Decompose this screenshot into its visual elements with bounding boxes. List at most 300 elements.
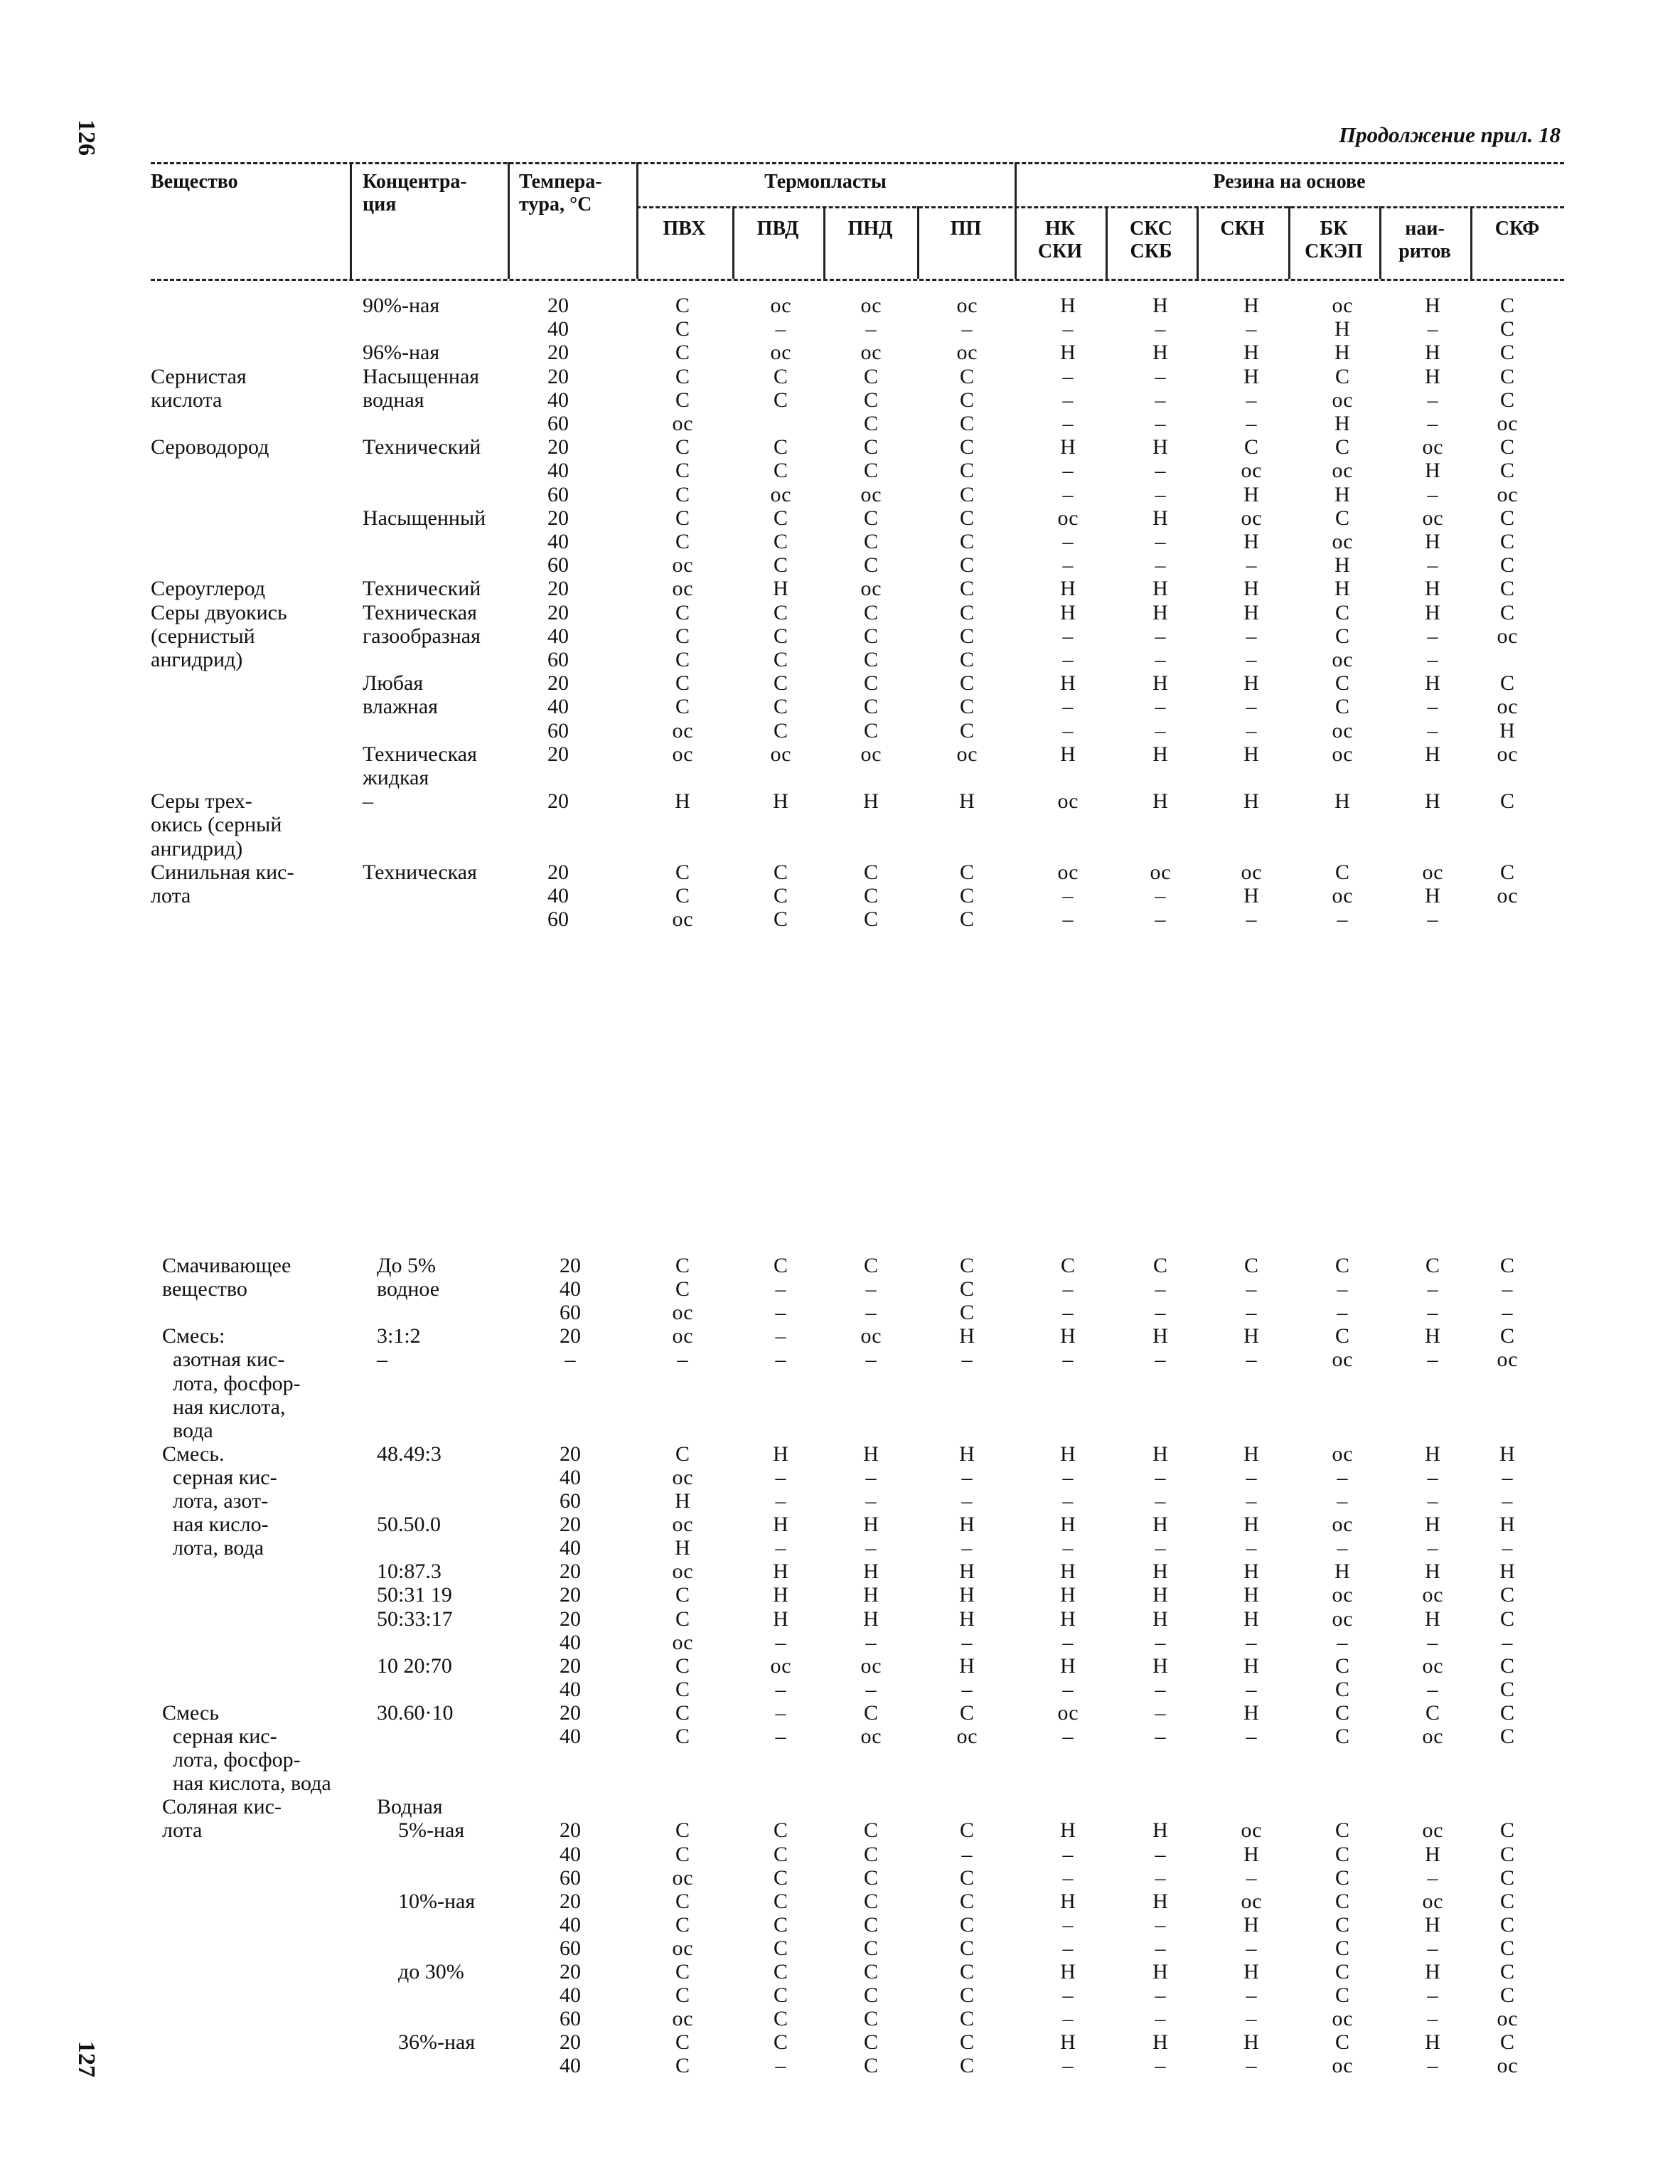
cell-temperature: 20 [547,341,569,365]
cell-temperature: 60 [547,907,569,932]
cell-value: – [1062,695,1074,719]
cell-value: – [1246,553,1257,577]
cell-value: – [1155,1630,1166,1654]
cell-temperature: 40 [560,1912,581,1937]
cell-value: – [1155,1465,1166,1489]
cell-value: С [1499,1936,1514,1960]
cell-value: – [1155,1842,1166,1866]
cell-value: С [863,671,878,696]
cell-value: Н [1425,742,1440,766]
cell-concentration: Техническая [363,860,477,884]
cell-value: Н [1060,671,1076,696]
cell-value: – [1246,1983,1257,2008]
cell-value: С [675,1254,690,1277]
cell-value: – [1062,1630,1074,1654]
cell-value: – [1427,1489,1438,1513]
cell-value: С [863,2030,878,2055]
cell-substance: лота, азот- [162,1489,269,1513]
cell-value: – [1062,1489,1074,1513]
cell-value: С [1499,1324,1514,1348]
cell-value: ос [1332,718,1353,742]
cell-value: Н [1425,1607,1440,1631]
cell-concentration: Технический [363,577,481,601]
cell-value: С [1499,1889,1514,1913]
cell-value: ос [672,412,693,435]
cell-value: Н [1060,577,1076,601]
cell-concentration: Техническая [363,742,477,766]
cell-value: – [1246,648,1257,671]
cell-substance: лота, фосфор- [162,1371,301,1395]
cell-value: ос [1332,2054,1353,2078]
cell-value: Н [1425,1324,1440,1348]
cell-value: С [1499,553,1514,577]
cell-value: С [1499,1842,1514,1866]
cell-value: С [1499,1865,1514,1890]
cell-value: С [1499,1912,1514,1937]
cell-value: С [959,600,974,624]
cell-value: С [1499,789,1514,814]
cell-value: – [1427,412,1438,435]
cell-value: – [775,1348,786,1372]
col-divider [508,162,510,279]
cell-value: С [773,1912,788,1937]
cell-value: ос [1422,1818,1443,1843]
cell-value: ос [1497,412,1518,435]
cell-value: Н [1334,577,1350,601]
cell-substance: кислота [151,388,223,412]
cell-concentration: 10%-ная [377,1889,476,1913]
cell-value: С [959,1254,974,1277]
cell-value: Н [1243,1583,1259,1607]
cell-value: ос [860,1324,882,1348]
cell-value: С [675,364,690,388]
cell-value: ос [672,1301,693,1325]
cell-concentration: 10 20:70 [377,1653,452,1678]
cell-value: – [1155,1725,1166,1748]
cell-value: С [773,435,788,459]
col-divider [350,162,352,279]
cell-value: ос [1241,506,1262,530]
cell-value: ос [672,1865,693,1890]
cell-substance: лота, вода [162,1536,264,1560]
cell-value: С [959,530,974,553]
cell-value: – [1246,412,1257,435]
cell-substance: вещество [162,1277,247,1301]
cell-value: С [675,1653,690,1678]
cell-temperature: 20 [560,1442,581,1466]
cell-value: – [1427,624,1438,648]
cell-value: С [1334,1700,1349,1725]
cell-value: С [863,2007,878,2031]
cell-value: С [959,718,974,742]
header-rule-bottom [151,279,1564,281]
cell-value: – [1155,364,1166,388]
cell-value: Н [1060,341,1076,365]
cell-concentration: 5%-ная [377,1818,465,1843]
cell-value: ос [1332,1583,1353,1607]
cell-value: С [863,1936,878,1960]
cell-value: Н [1152,577,1168,601]
cell-value: Н [675,1536,690,1560]
cell-temperature: 20 [547,742,569,766]
cell-value: С [863,600,878,624]
cell-value: – [1155,1536,1166,1560]
cell-value: С [959,2054,974,2078]
cell-value: С [959,506,974,530]
cell-concentration: 90%-ная [363,294,440,317]
cell-value: ос [672,718,693,742]
cell-value: С [863,1983,878,2008]
cell-value: – [1062,2054,1074,2078]
cell-value: С [1425,1700,1440,1725]
cell-value: С [1499,530,1514,553]
cell-value: Н [1425,1513,1440,1537]
cell-value: – [1155,1348,1166,1372]
cell-value: С [1499,2030,1514,2055]
cell-value: Н [1152,341,1168,365]
cell-value: Н [1334,482,1350,506]
cell-value: С [1334,435,1349,459]
cell-value: Н [1060,1583,1076,1607]
cell-value: Н [1243,2030,1259,2055]
cell-value: С [959,1301,974,1325]
cell-value: Н [1425,1560,1440,1584]
cell-value: С [675,317,690,341]
cell-value: – [1155,624,1166,648]
header-col-sks-skb: СКС СКБ [1129,218,1173,262]
cell-value: С [773,648,788,671]
cell-value: С [1499,1725,1514,1748]
cell-value: – [1246,1277,1257,1301]
cell-value: С [773,1865,788,1890]
cell-value: С [675,459,690,483]
cell-value: – [1246,1630,1257,1654]
cell-value: ос [770,294,791,317]
cell-value: ос [1241,860,1262,884]
header-concentration: Концентра- ция [363,171,467,215]
cell-value: С [959,2030,974,2055]
cell-value: – [1062,388,1074,412]
cell-value: ос [1422,506,1443,530]
cell-value: С [1499,600,1514,624]
cell-value: Н [1060,1818,1076,1843]
cell-value: С [959,412,974,435]
cell-value: С [675,600,690,624]
cell-value: Н [959,1607,975,1631]
cell-value: ос [1422,1583,1443,1607]
cell-value: Н [959,1583,975,1607]
cell-temperature: 20 [547,789,569,814]
cell-value: Н [773,1583,788,1607]
cell-value: Н [1425,364,1440,388]
cell-value: – [1246,695,1257,719]
cell-value: – [1062,412,1074,435]
cell-value: С [675,1842,690,1866]
cell-value: С [1499,1818,1514,1843]
cell-value: ос [1332,1442,1353,1466]
cell-value: С [1499,1983,1514,2008]
cell-value: – [1062,1912,1074,1937]
cell-value: Н [1499,1442,1515,1466]
cell-value: С [675,695,690,719]
cell-value: ос [1332,1348,1353,1372]
cell-value: Н [1152,742,1168,766]
cell-concentration: Водная [377,1795,443,1819]
cell-value: Н [1060,2030,1076,2055]
cell-value: Н [1425,294,1440,317]
header-col-pp: ПП [950,218,982,240]
cell-value: ос [672,1630,693,1654]
cell-value: С [863,907,878,932]
cell-value: ос [1241,459,1262,483]
cell-temperature: 40 [547,884,569,907]
cell-value: – [1246,1677,1257,1701]
cell-value: – [1062,1842,1074,1866]
cell-value: – [1155,2007,1166,2031]
cell-value: С [959,671,974,696]
cell-value: Н [1152,789,1168,814]
cell-value: Н [1425,459,1440,483]
cell-value: – [1337,1277,1348,1301]
cell-value: С [675,294,690,317]
cell-value: ос [1332,742,1353,766]
cell-value: – [1062,624,1074,648]
cell-value: – [1155,412,1166,435]
cell-temperature: 20 [560,1960,581,1983]
cell-value: – [1427,1936,1438,1960]
cell-substance: серная кис- [162,1465,277,1489]
cell-value: – [1246,1348,1257,1372]
cell-value: – [1155,1489,1166,1513]
cell-value: Н [1060,1324,1076,1348]
header-col-bk-skep: БК СКЭП [1305,218,1363,262]
cell-value: С [1499,1700,1514,1725]
cell-value: – [1246,624,1257,648]
cell-temperature: 40 [560,1536,581,1560]
cell-substance: лота [162,1818,203,1843]
cell-value: ос [1422,1725,1443,1748]
cell-value: – [1427,648,1438,671]
cell-value: С [675,1607,690,1631]
cell-value: – [1502,1301,1513,1325]
cell-value: Н [1243,364,1259,388]
cell-value: С [1334,1865,1349,1890]
cell-value: – [961,317,973,341]
cell-value: – [1062,1936,1074,1960]
cell-value: Н [773,1607,788,1631]
cell-value: Н [1060,1889,1076,1913]
cell-substance: Смесь [162,1700,220,1725]
cell-value: Н [1425,530,1440,553]
cell-value: ос [770,1653,791,1678]
cell-value: С [1334,2030,1349,2055]
cell-temperature: 20 [560,1700,581,1725]
cell-value: – [677,1348,688,1372]
cell-value: – [1062,1277,1074,1301]
cell-value: ос [860,742,882,766]
cell-value: Н [1152,506,1168,530]
cell-value: С [863,624,878,648]
cell-value: ос [672,2007,693,2031]
cell-concentration: 50:31 19 [377,1583,452,1607]
cell-value: С [863,695,878,719]
cell-value: Н [1243,1912,1259,1937]
cell-substance: Смесь: [162,1324,225,1348]
cell-value: – [1502,1489,1513,1513]
cell-value: – [1427,1865,1438,1890]
cell-value: С [863,2054,878,2078]
cell-concentration: 30.60·10 [377,1700,454,1725]
cell-temperature: 40 [547,695,569,719]
cell-value: Н [1425,2030,1440,2055]
cell-value: – [1155,317,1166,341]
cell-value: ос [1422,435,1443,459]
cell-value: – [1427,1536,1438,1560]
cell-temperature: 20 [560,1324,581,1348]
cell-value: – [1155,695,1166,719]
cell-value: ос [1497,2054,1518,2078]
cell-value: – [961,1677,973,1701]
cell-temperature: 20 [560,1818,581,1843]
cell-value: – [1155,1277,1166,1301]
cell-value: – [1062,317,1074,341]
cell-value: С [675,482,690,506]
cell-concentration: 10:87.3 [377,1560,442,1584]
cell-value: – [1337,1465,1348,1489]
page-number-top: 126 [73,119,100,156]
cell-temperature: 40 [547,317,569,341]
cell-substance: ангидрид) [151,648,243,671]
cell-value: – [1155,2054,1166,2078]
cell-value: ос [956,341,978,365]
cell-value: С [773,718,788,742]
cell-value: Н [1152,1442,1168,1466]
cell-value: – [961,1630,973,1654]
cell-value: – [1502,1277,1513,1301]
cell-value: – [1246,388,1257,412]
cell-value: Н [1152,1607,1168,1631]
cell-value: – [1246,718,1257,742]
cell-value: С [959,1277,974,1301]
cell-value: С [1499,1653,1514,1678]
cell-value: Н [1499,718,1515,742]
cell-value: Н [1425,341,1440,365]
header-col-skn: СКН [1220,218,1265,240]
cell-value: – [1062,1725,1074,1748]
cell-substance: Серы двуокись [151,600,287,624]
cell-value: С [1499,317,1514,341]
cell-value: – [1155,482,1166,506]
cell-value: С [1334,600,1349,624]
cell-substance: азотная кис- [162,1348,285,1372]
cell-value: С [959,695,974,719]
cell-temperature: 60 [547,412,569,435]
cell-value: – [1246,1725,1257,1748]
cell-value: – [1427,1465,1438,1489]
cell-value: С [959,1700,974,1725]
cell-substance: лота [151,884,191,907]
cell-temperature: 20 [547,671,569,696]
cell-value: – [1427,482,1438,506]
cell-value: ос [1332,530,1353,553]
cell-substance: Соляная кис- [162,1795,282,1819]
cell-value: – [961,1489,973,1513]
cell-value: ос [1332,884,1353,907]
cell-value: Н [1243,577,1259,601]
cell-value: ос [1241,1889,1262,1913]
cell-value: Н [1060,1607,1076,1631]
cell-value: ос [770,482,791,506]
cell-value: – [865,1677,877,1701]
cell-value: ос [1332,459,1353,483]
cell-value: С [1334,1653,1349,1678]
cell-value: С [675,2030,690,2055]
cell-value: – [1062,1465,1074,1489]
cell-value: Н [1243,530,1259,553]
cell-value: Н [1425,1960,1440,1983]
cell-temperature: 20 [560,1889,581,1913]
cell-temperature: 60 [560,1936,581,1960]
cell-value: – [1337,1536,1348,1560]
cell-value: С [773,600,788,624]
cell-concentration: Техническая [363,600,477,624]
cell-value: С [675,1277,690,1301]
cell-concentration: Насыщенная [363,364,480,388]
cell-value: С [773,364,788,388]
cell-value: – [775,1700,786,1725]
cell-substance: ная кислота, [162,1395,286,1419]
cell-value: С [1425,1254,1440,1277]
cell-value: Н [1243,294,1259,317]
cell-temperature: 40 [560,1630,581,1654]
cell-value: – [961,1465,973,1489]
cell-value: – [1062,1677,1074,1701]
cell-value: С [1499,577,1514,601]
cell-temperature: 40 [547,388,569,412]
cell-value: С [1334,1983,1349,2008]
header-col-skf: СКФ [1494,218,1540,240]
cell-value: Н [863,1607,879,1631]
cell-value: – [1337,1630,1348,1654]
cell-value: С [675,1442,690,1466]
cell-value: Н [1060,1960,1076,1983]
cell-concentration: до 30% [377,1960,464,1983]
cell-temperature: 60 [560,1865,581,1890]
cell-temperature: 60 [560,1301,581,1325]
cell-value: ос [1332,294,1353,317]
cell-substance: Смесь. [162,1442,225,1466]
cell-value: С [1334,1725,1349,1748]
cell-value: Н [1152,600,1168,624]
cell-value: Н [959,1513,975,1537]
cell-temperature: 60 [547,718,569,742]
cell-value: – [1062,1865,1074,1890]
cell-temperature: 40 [560,1842,581,1866]
cell-value: Н [1060,1442,1076,1466]
cell-temperature: 20 [547,600,569,624]
cell-value: ос [770,742,791,766]
cell-value: Н [1152,1324,1168,1348]
cell-value: С [959,860,974,884]
cell-concentration: 96%-ная [363,341,440,365]
cell-value: С [675,1983,690,2008]
cell-value: Н [1425,884,1440,907]
cell-value: Н [1334,789,1350,814]
cell-value: С [1499,388,1514,412]
cell-value: Н [1243,1653,1259,1678]
cell-value: Н [773,1513,788,1537]
cell-value: ос [1422,860,1443,884]
